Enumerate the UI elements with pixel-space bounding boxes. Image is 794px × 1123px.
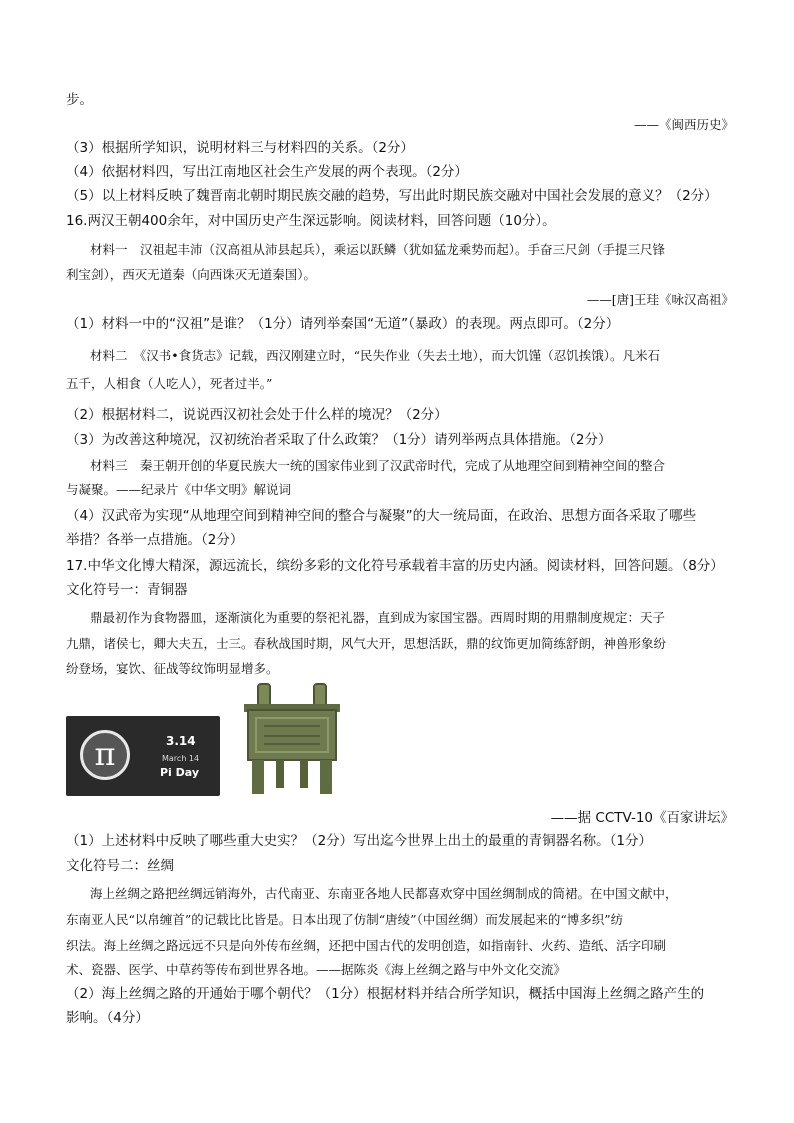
source-citation: ——[唐]王珪《咏汉高祖》 (586, 292, 734, 307)
material-text: 与凝聚。——纪录片《中华文明》解说词 (66, 482, 292, 497)
question-line: （4）依据材料四，写出江南地区社会生产发展的两个表现。（2分） (66, 164, 468, 180)
material-text: 材料一 汉祖起丰沛（汉高祖从沛县起兵），乘运以跃鳞（犹如猛龙乘势而起）。手奋三尺剑（手提三尺锋 (90, 242, 666, 257)
text-line: 步。 (66, 92, 93, 108)
material-text: 海上丝绸之路把丝绸远销海外，古代南亚、东南亚各地人民都喜欢穿中国丝绸制成的筒裙。在中国文献中， (90, 886, 678, 901)
material-text: 东南亚人民“以帛缠首”的记载比比皆是。日本出现了仿制“唐绫”（中国丝绸）而发展起来的“博多织”纺 (66, 912, 624, 927)
question-line: （3）根据所学知识，说明材料三与材料四的关系。（2分） (66, 140, 414, 156)
question-line: 举措？各举一点措施。（2分） (66, 532, 244, 548)
material-text: 织法。海上丝绸之路远远不只是向外传布丝绸，还把中国古代的发明创造，如指南针、火药、造纸、活字印刷 (66, 938, 667, 953)
question-line: （1）上述材料中反映了哪些重大史实？（2分）写出迄今世界上出土的最重的青铜器名称。（1分） (66, 833, 653, 849)
question-heading: 16.两汉王朝400余年，对中国历史产生深远影响。阅读材料，回答问题（10分）。 (66, 213, 556, 229)
section-label: 文化符号二：丝绸 (66, 858, 174, 874)
question-line: （5）以上材料反映了魏晋南北朝时期民族交融的趋势，写出此时期民族交融对中国社会发展的意义？（2分） (66, 188, 718, 204)
material-text: 九鼎，诸侯七，卿大夫五，士三。春秋战国时期，风气大开，思想活跃，鼎的纹饰更加简练舒朗，神兽形象纷 (66, 636, 667, 651)
question-line: （3）为改善这种境况，汉初统治者采取了什么政策？（1分）请列举两点具体措施。（2分） (66, 432, 612, 448)
section-label: 文化符号一：青铜器 (66, 582, 188, 598)
material-text: 材料三 秦王朝开创的华夏民族大一统的国家伟业到了汉武帝时代，完成了从地理空间到精神空间的整合 (90, 458, 666, 473)
material-text: 五千，人相食（人吃人），死者过半。” (66, 376, 273, 391)
question-line: 影响。（4分） (66, 1010, 149, 1026)
pi-label: Pi Day (160, 766, 200, 779)
pi-day-image (66, 716, 220, 796)
question-line: （2）海上丝绸之路的开通始于哪个朝代？（1分）根据材料并结合所学知识，概括中国海上丝绸之路产生的 (66, 986, 705, 1002)
material-text: 材料二 《汉书•食货志》记载，西汉刚建立时，“民失作业（失去土地），而大饥馑（忍饥挨饿）。凡米石 (90, 348, 661, 363)
question-heading: 17.中华文化博大精深，源远流长，缤纷多彩的文化符号承载着丰富的历史内涵。阅读材料，回答问题。（8分） (66, 558, 724, 574)
question-line: （1）材料一中的“汉祖”是谁？（1分）请列举秦国“无道”（暴政）的表现。两点即可。（2分） (66, 316, 620, 332)
bronze-ding-image (236, 680, 348, 800)
pi-date: March 14 (162, 754, 200, 763)
question-line: （2）根据材料二，说说西汉初社会处于什么样的境况？（2分） (66, 407, 448, 423)
material-text: 术、瓷器、医学、中草药等传布到世界各地。——据陈炎《海上丝绸之路与中外文化交流》 (66, 962, 567, 977)
pi-number: 3.14 (166, 734, 196, 748)
material-text: 利宝剑），西灭无道秦（向西诛灭无道秦国）。 (66, 267, 317, 282)
pi-symbol: π (80, 730, 130, 780)
material-text: 鼎最初作为食物器皿，逐渐演化为重要的祭祀礼器，直到成为家国宝器。西周时期的用鼎制度规定：天子 (90, 610, 666, 625)
source-citation: ——据 CCTV-10《百家讲坛》 (550, 810, 734, 826)
material-text: 纷登场，宴饮、征战等纹饰明显增多。 (66, 661, 279, 676)
source-citation: ——《闽西历史》 (633, 117, 734, 132)
question-line: （4）汉武帝为实现“从地理空间到精神空间的整合与凝聚”的大一统局面，在政治、思想方面各采取了哪些 (66, 508, 697, 524)
